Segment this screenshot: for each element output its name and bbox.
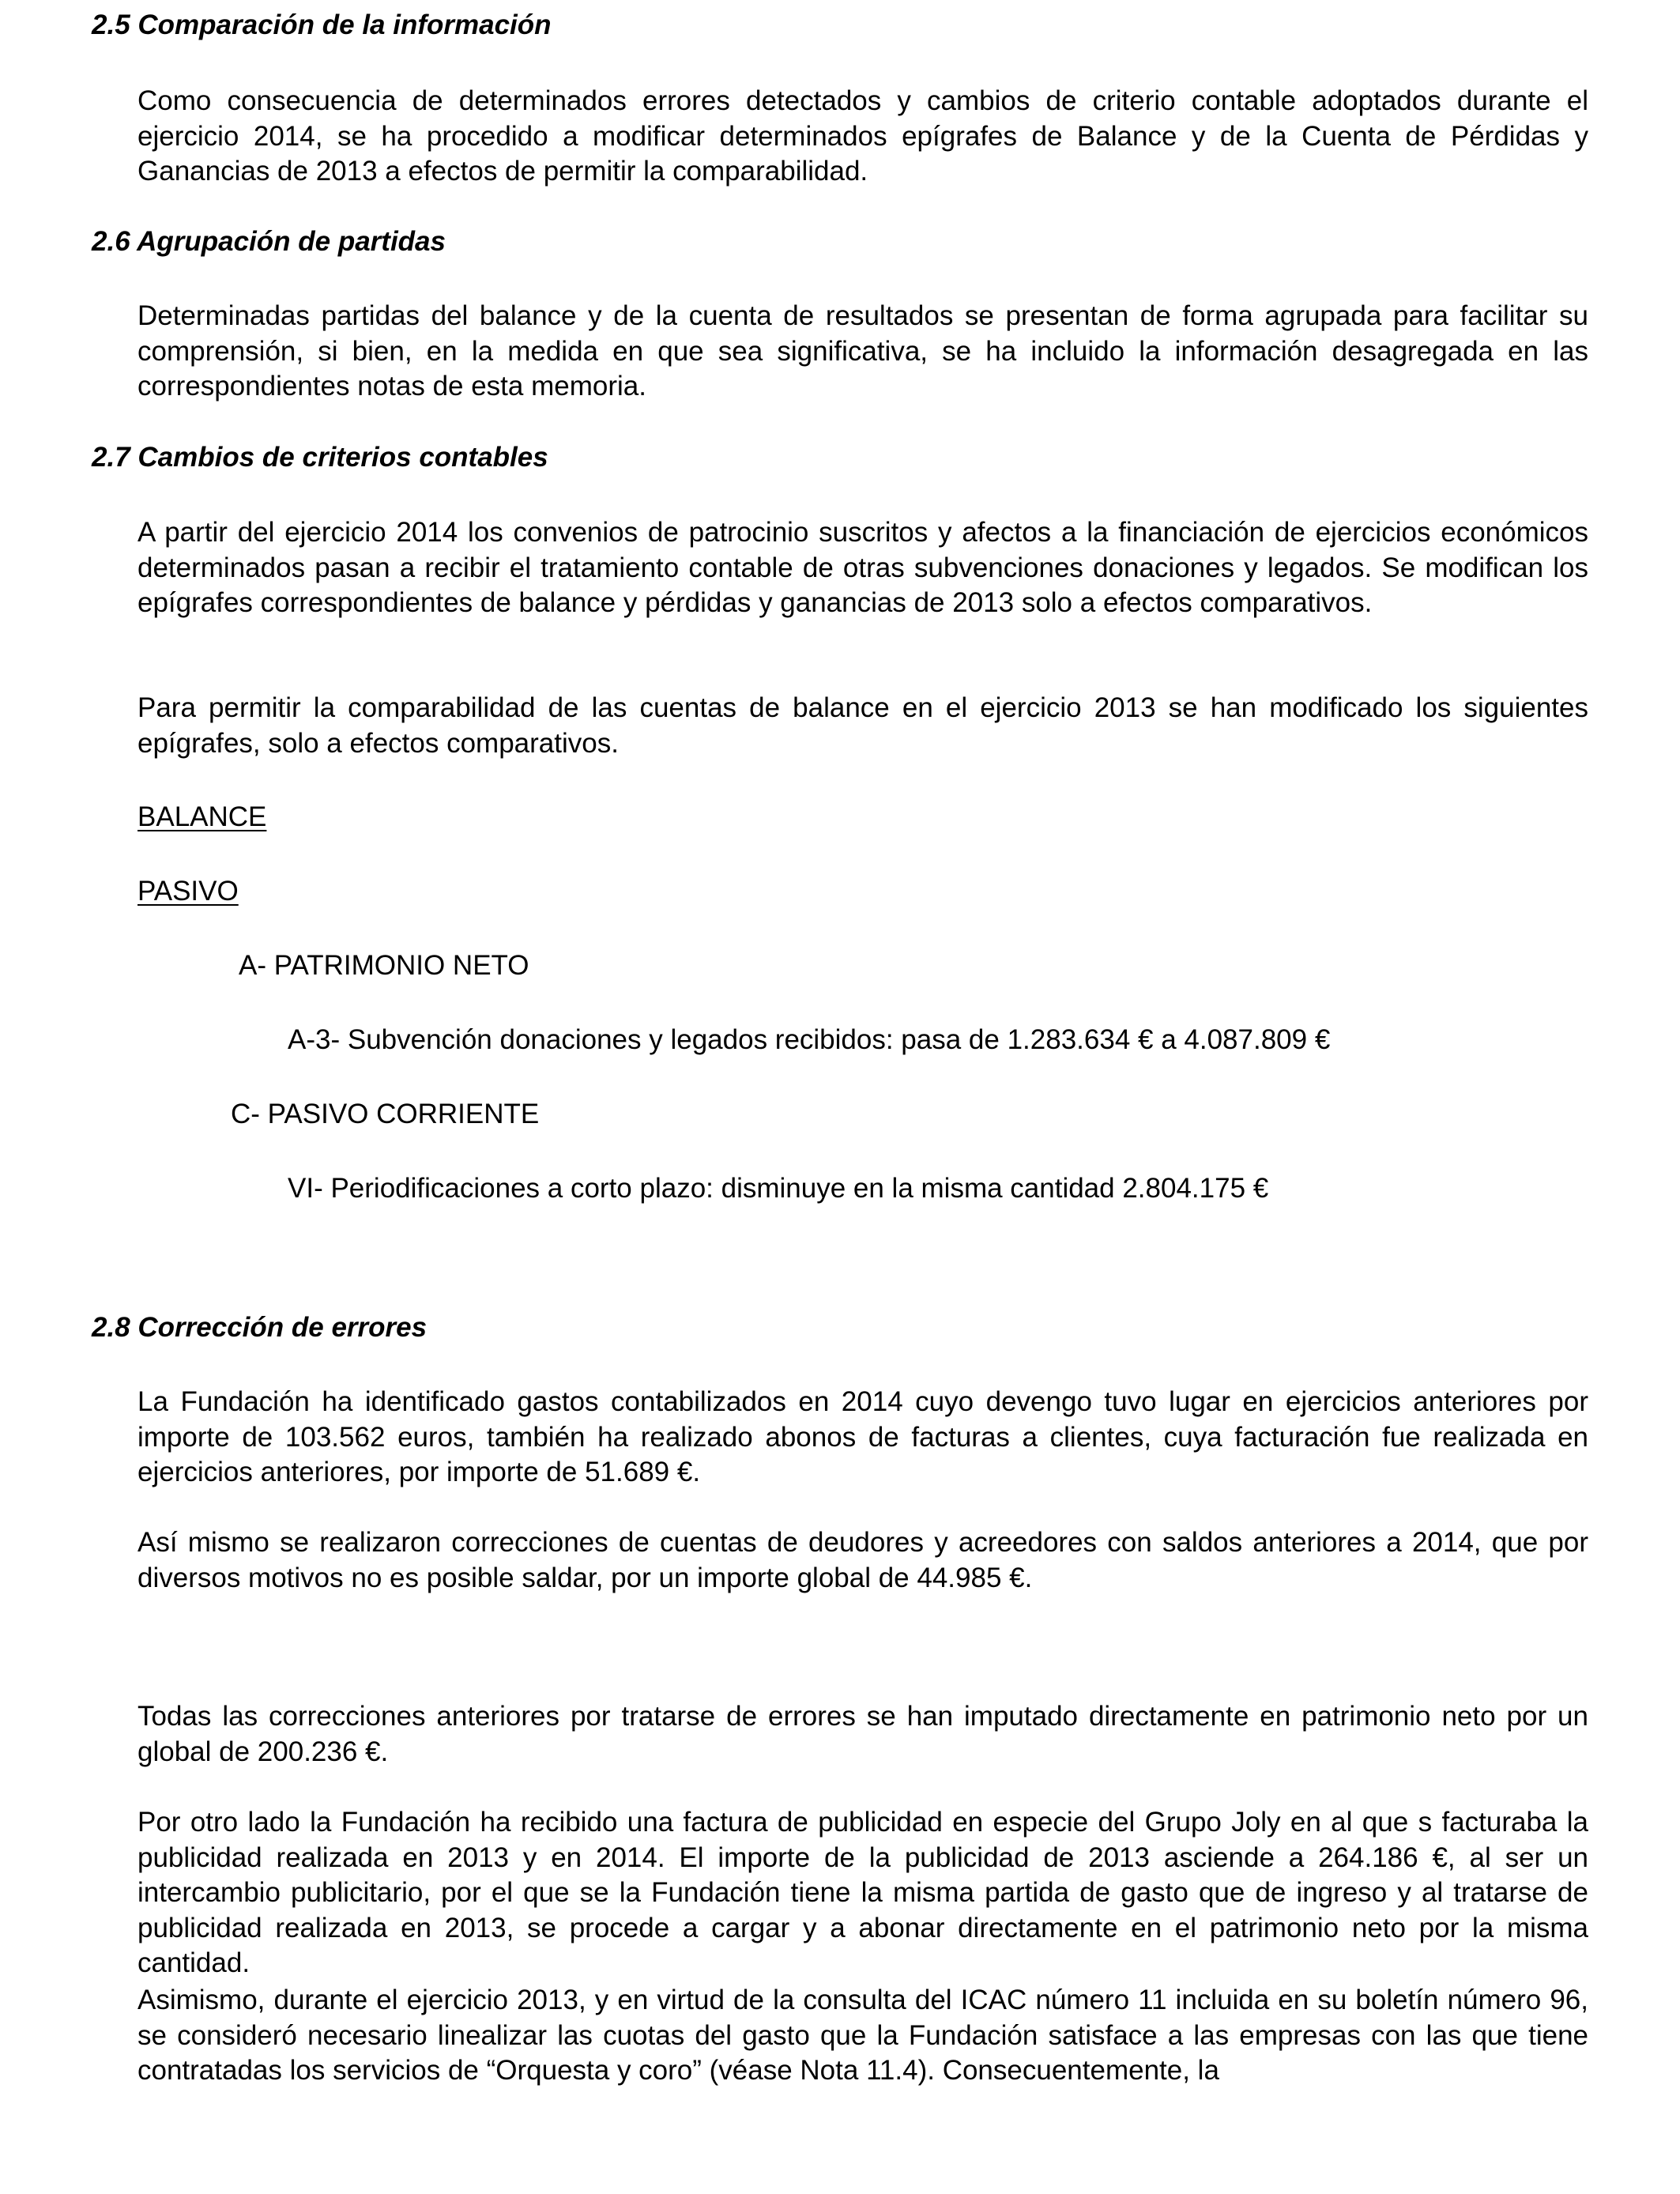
patrimonio-neto-label: A- PATRIMONIO NETO [239,950,529,981]
section-heading-2-7: 2.7 Cambios de criterios contables [92,442,548,473]
balance-label: BALANCE [137,801,267,832]
section-2-8-paragraph-3: Todas las correcciones anteriores por tratarse de errores se han imputado directamente en patrimonio neto por un global de 200.236 €. [137,1701,1588,1767]
section-2-6-paragraph-1: Determinadas partidas del balance y de la cuenta de resultados se presentan de forma agrupada para facilitar su comprensión, si bien, en la medida en que sea significativa, se ha incluido la información desagregada en las correspondientes notas de esta memoria. [137,300,1588,401]
section-2-8-paragraph-4: Por otro lado la Fundación ha recibido una factura de publicidad en especie del Grupo Joly en al que s facturaba la publicidad realizada en 2013 y en 2014. El importe de la publicidad de 2013 asciende a 264.186 €, al ser un intercambio publicitario, por el que se la Fundación tiene la misma partida de gasto que de ingreso y al tratarse de publicidad realizada en 2013, se procede a cargar y a abonar directamente en el patrimonio neto por la misma cantidad. [137,1807,1588,1978]
section-heading-2-6: 2.6 Agrupación de partidas [92,226,446,257]
section-heading-2-5: 2.5 Comparación de la información [92,9,552,40]
section-2-8-paragraph-1: La Fundación ha identificado gastos contabilizados en 2014 cuyo devengo tuvo lugar en ejercicios anteriores por importe de 103.562 euros, también ha realizado abonos de facturas a clientes, cuya facturación fue realizada en ejercicios anteriores, por importe de 51.689 €. [137,1386,1588,1487]
pasivo-corriente-label: C- PASIVO CORRIENTE [231,1099,540,1129]
subvencion-line: A-3- Subvención donaciones y legados recibidos: pasa de 1.283.634 € a 4.087.809 € [288,1024,1331,1055]
section-2-7-paragraph-1: A partir del ejercicio 2014 los convenios de patrocinio suscritos y afectos a la financiación de ejercicios económicos determinados pasan a recibir el tratamiento contable de otras subvenciones donaciones y legados. Se modifican los epígrafes correspondientes de balance y pérdidas y ganancias de 2013 solo a efectos comparativos. [137,517,1588,618]
section-2-8-paragraph-2: Así mismo se realizaron correcciones de cuentas de deudores y acreedores con saldos anteriores a 2014, que por diversos motivos no es posible saldar, por un importe global de 44.985 €. [137,1527,1588,1593]
section-heading-2-8: 2.8 Corrección de errores [92,1312,428,1343]
section-2-8-paragraph-5: Asimismo, durante el ejercicio 2013, y en virtud de la consulta del ICAC número 11 incluida en su boletín número 96, se consideró necesario linealizar las cuotas del gasto que la Fundación satisface a las empresas con las que tiene contratadas los servicios de “Orquesta y coro” (véase Nota 11.4). Consecuentemente, la [137,1985,1588,2086]
section-2-7-paragraph-2: Para permitir la comparabilidad de las cuentas de balance en el ejercicio 2013 se han modificado los siguientes epígrafes, solo a efectos comparativos. [137,692,1588,759]
periodificaciones-line: VI- Periodificaciones a corto plazo: disminuye en la misma cantidad 2.804.175 € [288,1173,1269,1204]
section-2-5-paragraph-1: Como consecuencia de determinados errores detectados y cambios de criterio contable adoptados durante el ejercicio 2014, se ha procedido a modificar determinados epígrafes de Balance y de la Cuenta de Pérdidas y Ganancias de 2013 a efectos de permitir la comparabilidad. [137,85,1588,187]
pasivo-label: PASIVO [137,876,239,907]
